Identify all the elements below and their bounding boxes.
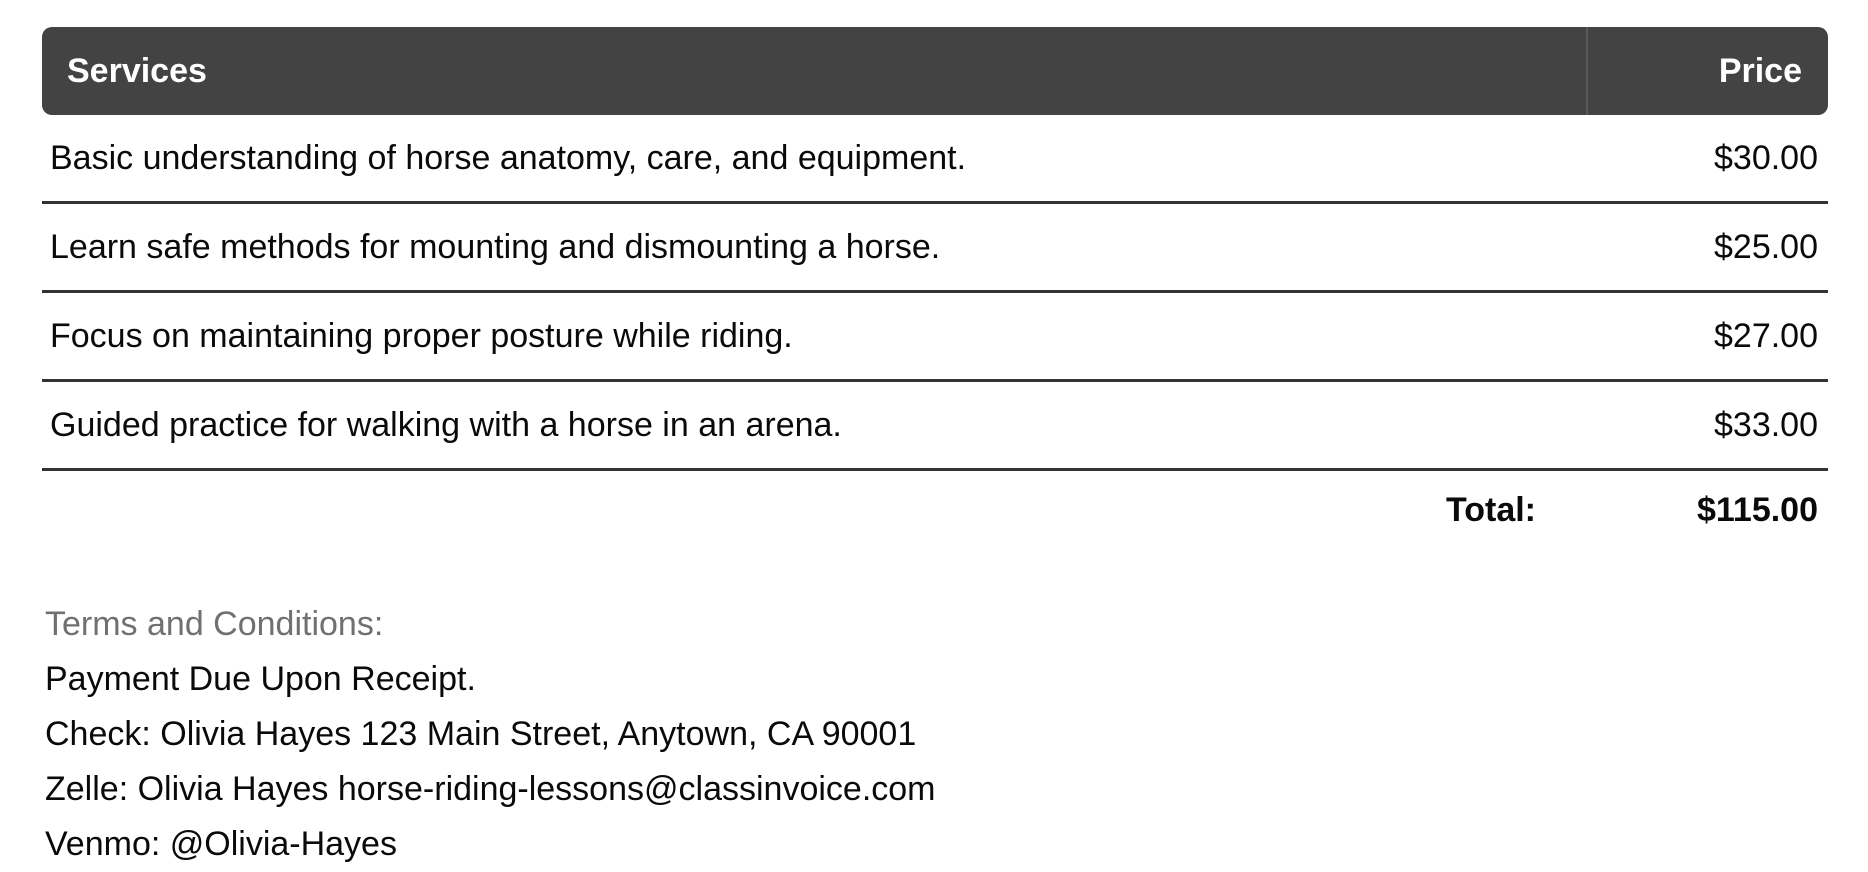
- services-table: [42, 27, 1828, 549]
- table-row: [42, 293, 1828, 382]
- service-price: $30.00: [1586, 115, 1828, 204]
- service-description: Learn safe methods for mounting and dismounting a horse.: [42, 204, 1586, 293]
- table-row: [42, 204, 1828, 293]
- total-label: Total:: [1445, 490, 1536, 529]
- service-price: $33.00: [1586, 382, 1828, 471]
- terms-line-zelle: Zelle: Olivia Hayes horse-riding-lessons@classinvoice.com: [45, 770, 936, 808]
- service-description: Basic understanding of horse anatomy, care, and equipment.: [42, 115, 1586, 204]
- terms-line-venmo: Venmo: @Olivia-Hayes: [45, 825, 397, 863]
- service-price: $27.00: [1586, 293, 1828, 382]
- terms-line-payment: Payment Due Upon Receipt.: [45, 660, 476, 698]
- terms-section: [42, 597, 1828, 872]
- terms-line-check: Check: Olivia Hayes 123 Main Street, Anytown, CA 90001: [45, 715, 917, 753]
- column-header-services: Services: [42, 27, 1586, 115]
- total-row: [42, 471, 1828, 549]
- service-description: Focus on maintaining proper posture while riding.: [42, 293, 1586, 382]
- table-row: [42, 382, 1828, 471]
- table-row: [42, 115, 1828, 204]
- services-table-body: [42, 115, 1828, 549]
- table-header-row: [42, 27, 1828, 115]
- service-description: Guided practice for walking with a horse in an arena.: [42, 382, 1586, 471]
- total-value: $115.00: [1696, 490, 1818, 529]
- column-header-price: Price: [1586, 27, 1828, 115]
- terms-heading: Terms and Conditions:: [45, 605, 384, 643]
- service-price: $25.00: [1586, 204, 1828, 293]
